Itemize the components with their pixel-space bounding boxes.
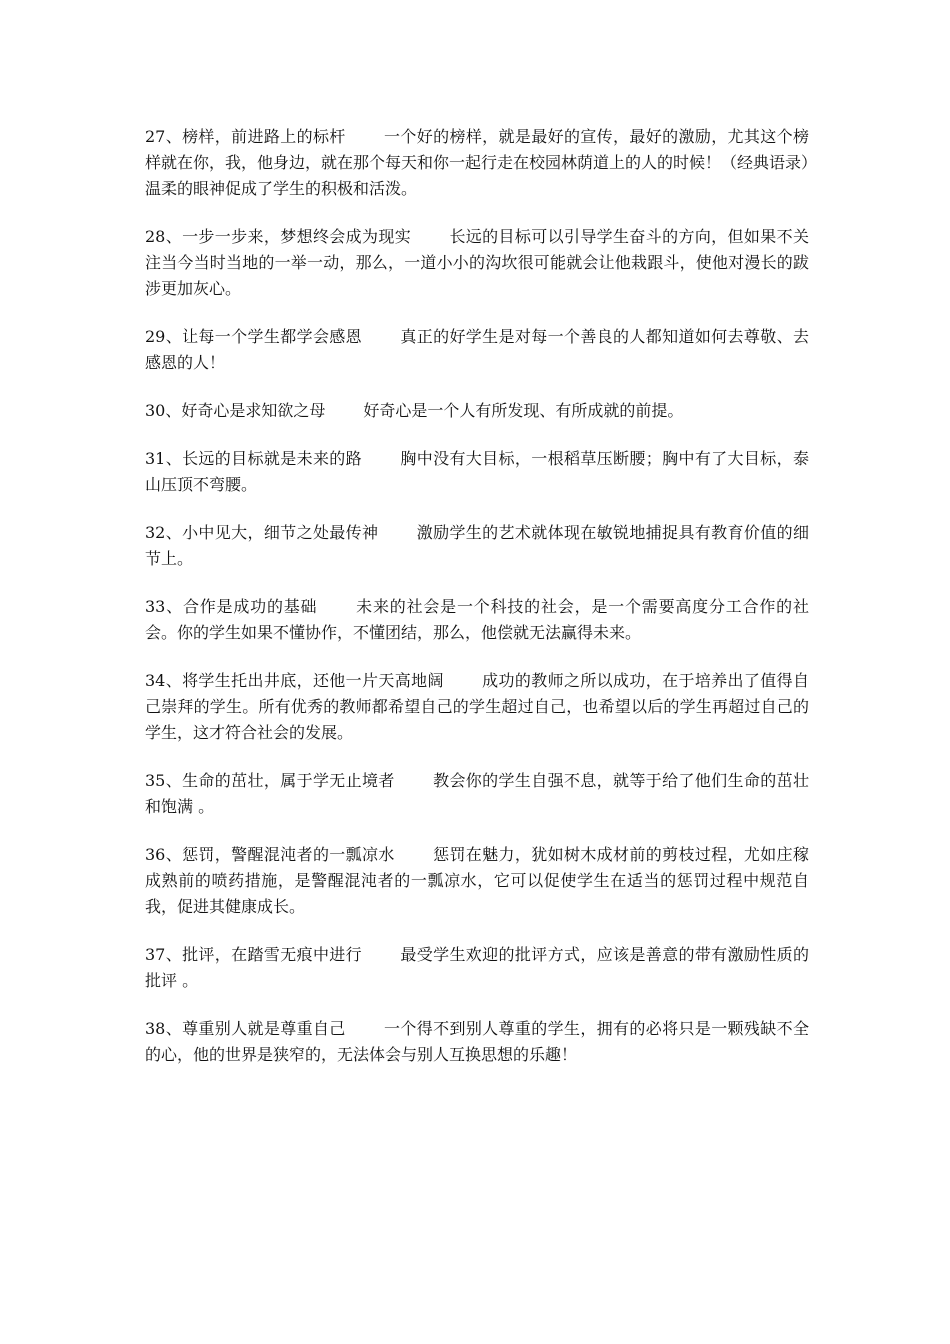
entry-text: 一个得不到别人尊重的学生，拥有的必将只是一颗残缺不全的心，他的世界是狭窄的，无法体会与别人互换思想的乐趣！ (145, 1019, 809, 1064)
quote-entry-37 (145, 942, 809, 994)
entry-text: 教会你的学生自强不息，就等于给了他们生命的茁壮和饱满 。 (145, 771, 809, 816)
quote-entry-36 (145, 842, 809, 920)
entry-title: 30、好奇心是求知欲之母 (145, 401, 326, 420)
entry-text: 好奇心是一个人有所发现、有所成就的前提。 (363, 401, 684, 420)
entry-title: 32、小中见大，细节之处最传神 (145, 523, 379, 542)
quote-entry-29 (145, 324, 809, 376)
entry-title: 37、批评，在踏雪无痕中进行 (145, 945, 363, 964)
entry-text: 惩罚在魅力，犹如树木成材前的剪枝过程，尤如庄稼成熟前的喷药措施，是警醒混沌者的一瓢凉水，它可以促使学生在适当的惩罚过程中规范自我，促进其健康成长。 (145, 845, 809, 916)
quote-entry-28 (145, 224, 809, 302)
entry-title: 29、让每一个学生都学会感恩 (145, 327, 363, 346)
quote-entry-34 (145, 668, 809, 746)
entry-text: 成功的教师之所以成功，在于培养出了值得自己崇拜的学生。所有优秀的教师都希望自己的学生超过自己，也希望以后的学生再超过自己的学生，这才符合社会的发展。 (145, 671, 809, 742)
entry-text: 胸中没有大目标，一根稻草压断腰；胸中有了大目标，泰山压顶不弯腰。 (145, 449, 809, 494)
entry-title: 34、将学生托出井底，还他一片天高地阔 (145, 671, 444, 690)
entry-title: 35、生命的茁壮，属于学无止境者 (145, 771, 395, 790)
quote-entry-33 (145, 594, 809, 646)
entry-text: 真正的好学生是对每一个善良的人都知道如何去尊敬、去感恩的人！ (145, 327, 809, 372)
quote-entry-27 (145, 124, 809, 202)
quote-entry-32 (145, 520, 809, 572)
entry-title: 33、合作是成功的基础 (145, 597, 318, 616)
entry-text: 长远的目标可以引导学生奋斗的方向，但如果不关注当今当时当地的一举一动，那么，一道小小的沟坎很可能就会让他栽跟斗，使他对漫长的跋涉更加灰心。 (145, 227, 809, 298)
entry-title: 38、尊重别人就是尊重自己 (145, 1019, 346, 1038)
quote-entry-30 (145, 398, 809, 424)
entry-title: 36、惩罚，警醒混沌者的一瓢凉水 (145, 845, 395, 864)
entry-text: 一个好的榜样，就是最好的宣传，最好的激励，尤其这个榜样就在你，我，他身边，就在那个每天和你一起行走在校园林荫道上的人的时候！（经典语录）温柔的眼神促成了学生的积极和活泼。 (145, 127, 810, 198)
quote-entry-38 (145, 1016, 809, 1068)
document-body (145, 124, 809, 1090)
entry-text: 最受学生欢迎的批评方式，应该是善意的带有激励性质的批评 。 (145, 945, 809, 990)
entry-title: 28、一步一步来，梦想终会成为现实 (145, 227, 412, 246)
entry-text: 未来的社会是一个科技的社会，是一个需要高度分工合作的社会。你的学生如果不懂协作，不懂团结，那么，他偿就无法赢得未来。 (145, 597, 809, 642)
entry-text: 激励学生的艺术就体现在敏锐地捕捉具有教育价值的细节上。 (145, 523, 809, 568)
quote-entry-31 (145, 446, 809, 498)
entry-title: 27、榜样，前进路上的标杆 (145, 127, 346, 146)
quote-entry-35 (145, 768, 809, 820)
entry-title: 31、长远的目标就是未来的路 (145, 449, 363, 468)
